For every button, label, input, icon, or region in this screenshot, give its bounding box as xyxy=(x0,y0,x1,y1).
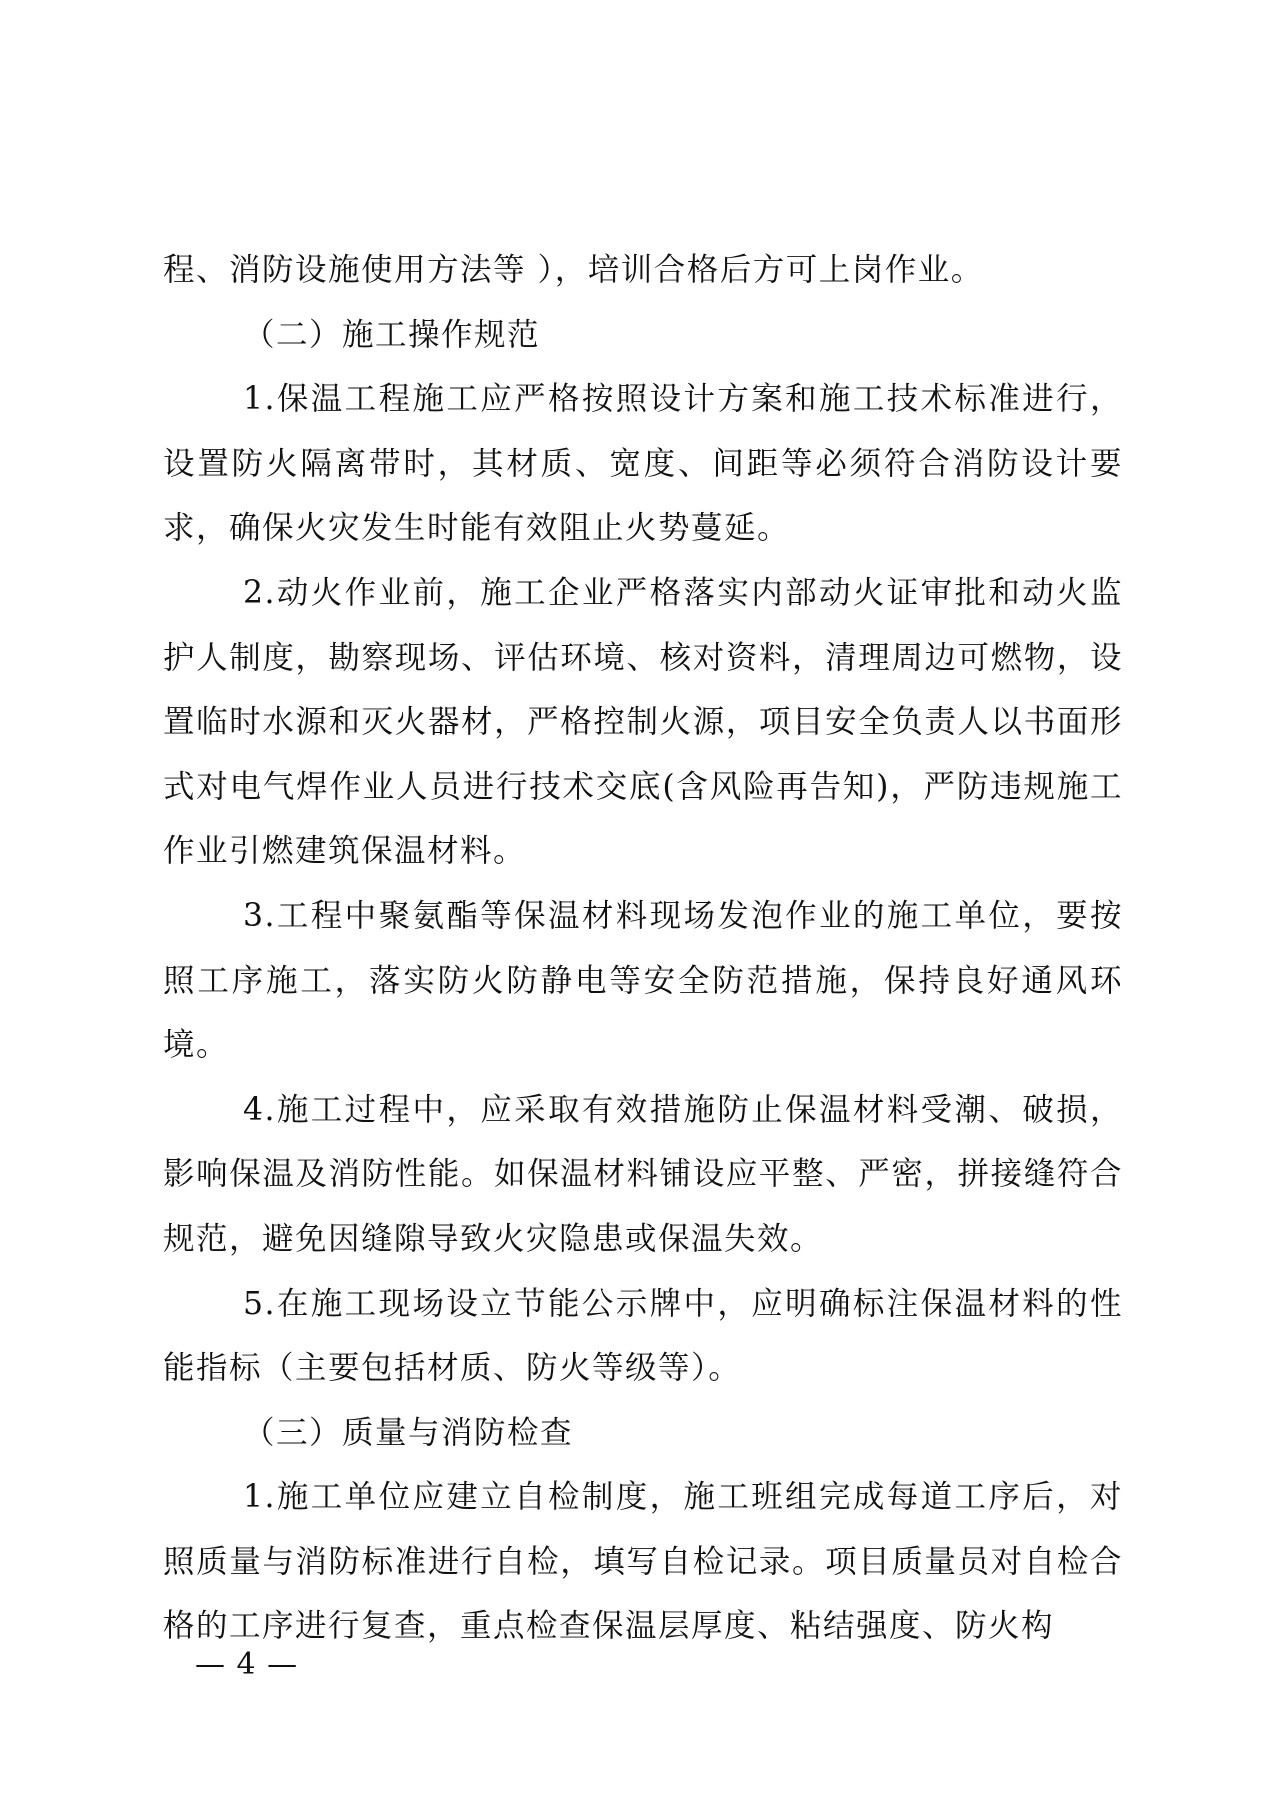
paragraph-item-1: 1.保温工程施工应严格按照设计方案和施工技术标准进行，设置防火隔离带时，其材质、宽度、间距等必须符合消防设计要求，确保火灾发生时能有效阻止火势蔓延。 xyxy=(163,381,1123,547)
paragraph-item-3: 3.工程中聚氨酯等保温材料现场发泡作业的施工单位，要按照工序施工，落实防火防静电等安全防范措施，保持良好通风环境。 xyxy=(163,897,1123,1064)
paragraph-continuation: 程、消防设施使用方法等 ），培训合格后方可上岗作业。 xyxy=(163,252,984,288)
document-body xyxy=(163,238,1123,1659)
paragraph-item-5: 5.在施工现场设立节能公示牌中，应明确标注保温材料的性能指标（主要包括材质、防火等级等）。 xyxy=(163,1285,1123,1387)
section-heading-quality-inspection: （三）质量与消防检查 xyxy=(243,1414,574,1451)
paragraph-item-2: 2.动火作业前，施工企业严格落实内部动火证审批和动火监护人制度，勘察现场、评估环境、核对资料，清理周边可燃物，设置临时水源和灭火器材，严格控制火源，项目安全负责人以书面形式对电气焊作业人员进行技术交底(含风险再告知)，严防违规施工作业引燃建筑保温材料。 xyxy=(163,574,1123,870)
paragraph-item-4: 4.施工过程中，应采取有效措施防止保温材料受潮、破损，影响保温及消防性能。如保温材料铺设应平整、严密，拼接缝符合规范，避免因缝隙导致火灾隐患或保温失效。 xyxy=(163,1091,1123,1257)
paragraph-inspection-item-1: 1.施工单位应建立自检制度，施工班组完成每道工序后，对照质量与消防标准进行自检，填写自检记录。项目质量员对自检合格的工序进行复查，重点检查保温层厚度、粘结强度、防火构 xyxy=(163,1479,1123,1645)
section-heading-construction-operation: （二）施工操作规范 xyxy=(243,316,541,353)
page-number: — 4 — xyxy=(195,1647,299,1682)
